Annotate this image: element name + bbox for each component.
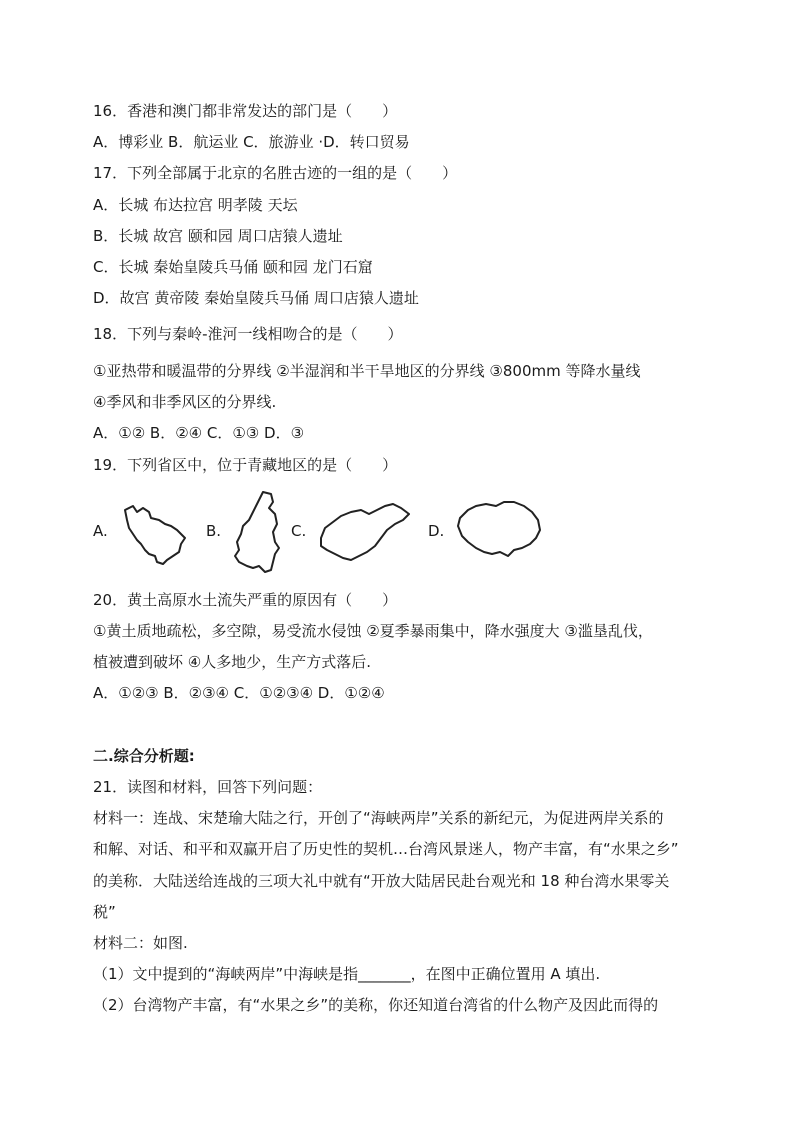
q19-label-a: A. bbox=[93, 522, 108, 540]
q19-label-d: D. bbox=[428, 522, 445, 540]
q21-stem: 21．读图和材料，回答下列问题： bbox=[93, 778, 323, 796]
q20-line2: 植被遭到破坏 ④人多地少，生产方式落后. bbox=[93, 653, 371, 671]
q20-stem: 20．黄土高原水土流失严重的原因有（ ） bbox=[93, 591, 398, 609]
q18-line1: ①亚热带和暖温带的分界线 ②半湿润和半干旱地区的分界线 ③800mm 等降水量线 bbox=[93, 362, 641, 380]
section-heading: 二.综合分析题: bbox=[93, 747, 195, 765]
q21-part2: （2）台湾物产丰富，有“水果之乡”的美称，你还知道台湾省的什么物产及因此而得的 bbox=[93, 996, 659, 1014]
q18-line2: ④季风和非季风区的分界线. bbox=[93, 393, 277, 411]
province-outline-d bbox=[452, 496, 546, 562]
q16-options: A．博彩业 B．航运业 C．旅游业 ·D．转口贸易 bbox=[93, 133, 410, 151]
q16-stem: 16．香港和澳门都非常发达的部门是（ ） bbox=[93, 102, 398, 120]
q17-option-d: D．故宫 黄帝陵 秦始皇陵兵马俑 周口店猿人遗址 bbox=[93, 289, 419, 307]
q19-shape-row bbox=[93, 498, 445, 578]
q20-line1: ①黄土质地疏松，多空隙，易受流水侵蚀 ②夏季暴雨集中，降水强度大 ③滥垦乱伐， bbox=[93, 622, 653, 640]
q21-part1: （1）文中提到的“海峡两岸”中海峡是指_______，在图中正确位置用 A 填出. bbox=[93, 965, 601, 983]
q21-material1-line1: 材料一：连战、宋楚瑜大陆之行，开创了“海峡两岸”关系的新纪元，为促进两岸关系的 bbox=[93, 809, 664, 827]
q18-options: A．①② B．②④ C．①③ D．③ bbox=[93, 424, 305, 442]
q17-stem: 17．下列全部属于北京的名胜古迹的一组的是（ ） bbox=[93, 164, 458, 182]
q21-material1-line2: 和解、对话、和平和双赢开启了历史性的契机…台湾风景迷人，物产丰富，有“水果之乡” bbox=[93, 840, 679, 858]
q20-options: A．①②③ B．②③④ C．①②③④ D．①②④ bbox=[93, 684, 385, 702]
province-outline-a bbox=[119, 500, 189, 566]
q21-material1-line4: 税” bbox=[93, 903, 116, 921]
q18-stem: 18．下列与秦岭-淮河一线相吻合的是（ ） bbox=[93, 325, 403, 343]
q17-option-c: C．长城 秦始皇陵兵马俑 颐和园 龙门石窟 bbox=[93, 258, 373, 276]
q19-stem: 19．下列省区中，位于青藏地区的是（ ） bbox=[93, 456, 398, 474]
q21-material1-line3: 的美称．大陆送给连战的三项大礼中就有“开放大陆居民赴台观光和 18 种台湾水果零关 bbox=[93, 872, 670, 890]
province-outline-b bbox=[229, 490, 289, 576]
q21-material2: 材料二：如图. bbox=[93, 934, 188, 952]
q19-label-c: C. bbox=[291, 522, 307, 540]
q17-option-a: A．长城 布达拉宫 明孝陵 天坛 bbox=[93, 196, 298, 214]
q19-label-b: B. bbox=[206, 522, 222, 540]
q17-option-b: B．长城 故宫 颐和园 周口店猿人遗址 bbox=[93, 227, 343, 245]
province-outline-c bbox=[315, 498, 413, 564]
